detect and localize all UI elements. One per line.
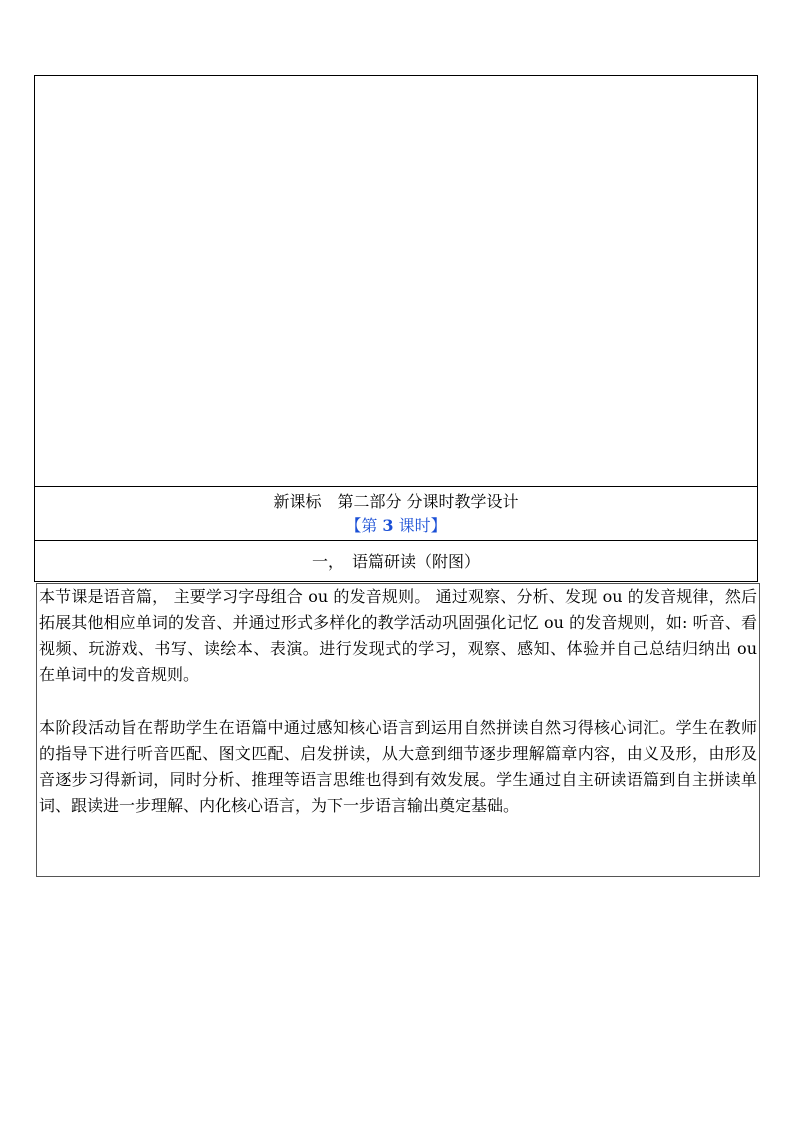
paragraph-1: 本节课是语音篇， 主要学习字母组合 ou 的发音规则。 通过观察、分析、发现 ou 的发音规律，然后拓展其他相应单词的发音、并通过形式多样化的教学活动巩固强化记忆 ou 的发音规则，如: 听音、看视频、玩游戏、书写、读绘本、表演。进行发现式的学习，观察、感知、体验并自己总结归纳出 ou 在单词中的发音规则。	[39, 587, 757, 684]
image-placeholder-box	[34, 75, 758, 487]
section-title: 一， 语篇研读（附图）	[311, 552, 480, 571]
paragraph-2: 本阶段活动旨在帮助学生在语篇中通过感知核心语言到运用自然拼读自然习得核心词汇。学生在教师的指导下进行听音匹配、图文匹配、启发拼读，从大意到细节逐步理解篇章内容，由义及形，由形及音逐步习得新词，同时分析、推理等语言思维也得到有效发展。学生通过自主研读语篇到自主拼读单词、跟读进一步理解、内化核心语言，为下一步语言输出奠定基础。	[39, 718, 757, 815]
lesson-number-label	[35, 516, 757, 536]
content-box	[36, 583, 760, 877]
lesson-number: 3	[382, 516, 394, 535]
title-box	[34, 486, 758, 541]
document-title: 新课标 第二部分 分课时教学设计	[273, 492, 519, 511]
lesson-prefix: 【第	[345, 516, 378, 535]
lesson-suffix: 课时】	[398, 516, 447, 535]
section-heading-box	[34, 540, 758, 582]
